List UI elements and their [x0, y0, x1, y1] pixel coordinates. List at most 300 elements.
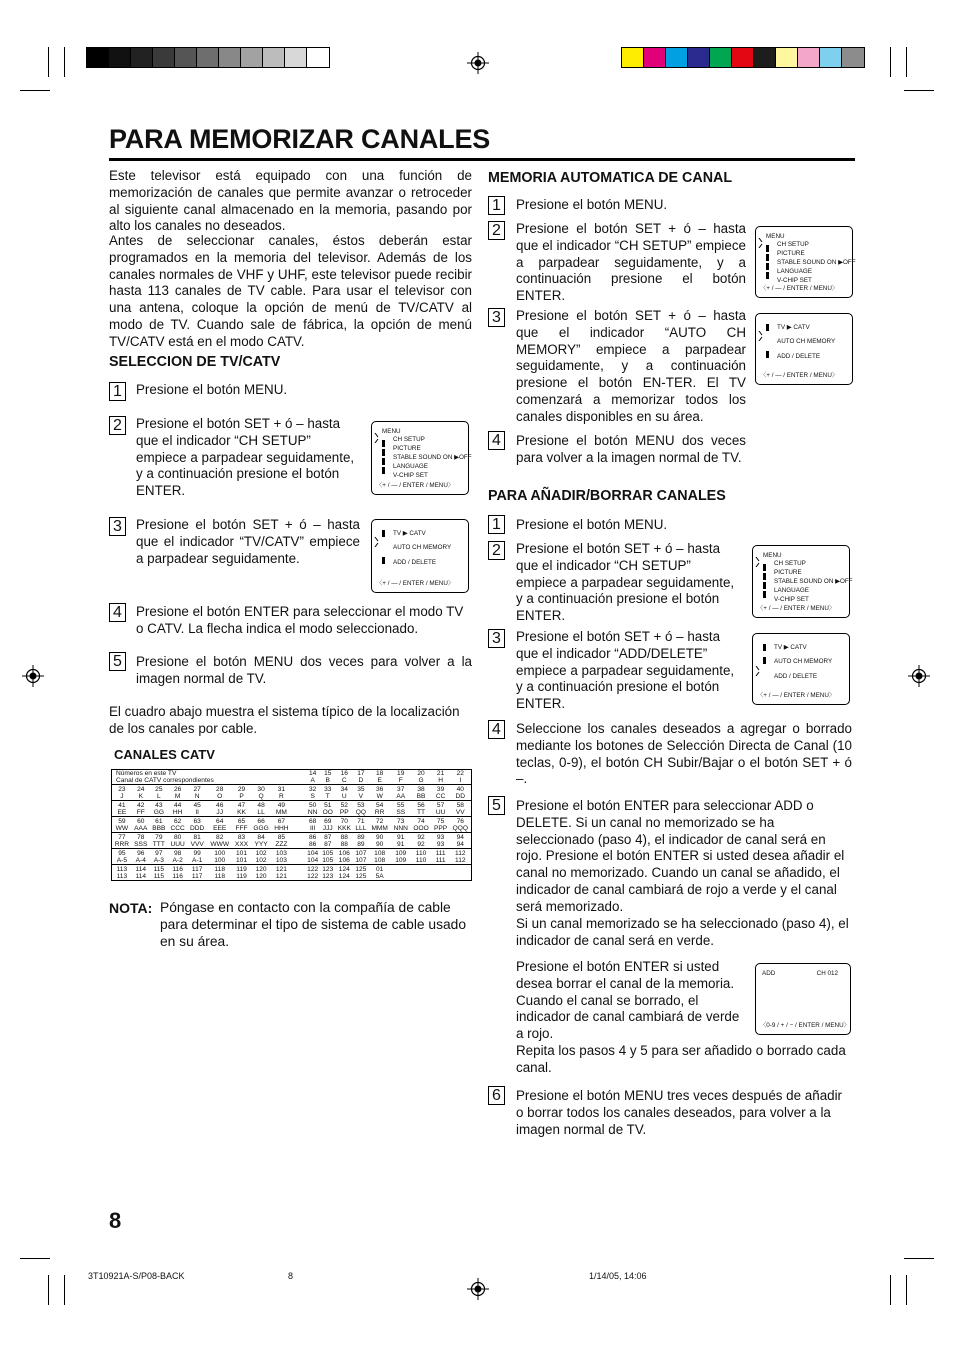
table-cell: GG	[153, 809, 164, 816]
table-cell: U	[341, 793, 347, 800]
table-cell: VVV	[190, 841, 204, 848]
menu-item: ADD / DELETE	[777, 353, 821, 360]
table-cell: 108	[368, 849, 391, 858]
step-number: 4	[488, 720, 505, 739]
table-row	[112, 801, 472, 810]
table-cell: 120	[255, 873, 267, 880]
table-cell: CC	[435, 793, 446, 800]
table-cell: 107	[355, 857, 367, 864]
table-cell: A	[310, 777, 315, 784]
table-cell: NNN	[393, 825, 408, 832]
table-cell: KKK	[337, 825, 351, 832]
menu-footer: 〈+ / — / ENTER / MENU〉	[760, 372, 839, 379]
menu-bar	[382, 557, 385, 564]
table-cell: 118	[207, 865, 233, 874]
table-cell: 105	[322, 857, 334, 864]
table-cell: 119	[236, 873, 247, 880]
nota-label: NOTA:	[109, 900, 153, 916]
menu-item: TV ▶ CATV	[777, 324, 810, 331]
table-cell: 109	[395, 857, 407, 864]
table-cell: MMM	[371, 825, 388, 832]
table-cell: RR	[374, 809, 385, 816]
menu-bar	[763, 657, 766, 664]
menu-top-label: MENU	[763, 552, 782, 559]
menu-item: LANGUAGE	[774, 587, 809, 594]
step-text: Presione el botón ENTER si usted desea borrar el canal de la memoria. Cuando el canal se borrado, el indicador de canal cambiará de verde a rojo.	[516, 959, 740, 1042]
table-cell: 75	[432, 817, 450, 826]
heading-seleccion-tv-catv: SELECCION DE TV/CATV	[109, 354, 281, 370]
menu-bar	[382, 449, 385, 456]
table-cell: 67	[272, 817, 292, 826]
table-row	[112, 793, 472, 801]
table-cell: 74	[411, 817, 432, 826]
table-cell: 121	[272, 865, 292, 874]
table-cell	[450, 865, 472, 874]
table-cell: 27	[187, 785, 207, 794]
table-cell: G	[418, 777, 424, 784]
table-cell: 121	[275, 873, 287, 880]
table-cell: 45	[187, 801, 207, 810]
step-text: Presione el botón SET + ó – hasta que el indicador “CH SETUP” empiece a parpadear seguidamente, y a continuación presione el botón ENTER.	[136, 416, 355, 499]
table-cell: 104	[307, 857, 319, 864]
menu-item: V-CHIP SET	[777, 277, 812, 284]
table-cell: 70	[335, 817, 353, 826]
menu-item: V-CHIP SET	[774, 596, 809, 603]
menu-bar	[382, 458, 385, 465]
table-cell: KK	[237, 809, 246, 816]
table-cell: TTT	[152, 841, 165, 848]
table-cell: 101	[236, 857, 248, 864]
table-cell: 92	[411, 833, 432, 842]
table-cell: 56	[411, 801, 432, 810]
table-cell	[450, 873, 472, 881]
table-cell: 15	[324, 770, 332, 777]
crop-mark	[64, 1275, 65, 1305]
table-cell: 122	[305, 865, 320, 874]
menu-item: V-CHIP SET	[393, 472, 428, 479]
table-cell: 41	[112, 801, 132, 810]
table-cell: Números en este TV	[116, 770, 177, 777]
table-cell: B	[325, 777, 330, 784]
color-swatch	[285, 48, 307, 67]
table-cell: 29	[233, 785, 251, 794]
table-cell: 81	[187, 833, 207, 842]
table-cell: 55	[391, 801, 411, 810]
table-cell: 38	[411, 785, 432, 794]
table-cell: 16	[340, 770, 348, 777]
table-cell: 30	[251, 785, 272, 794]
table-cell: 62	[168, 817, 188, 826]
table-cell: 84	[251, 833, 272, 842]
table-cell: 5A	[375, 873, 384, 880]
table-cell: FFF	[235, 825, 248, 832]
table-cell: 19	[397, 770, 405, 777]
table-cell	[391, 873, 411, 881]
table-cell: 100	[207, 849, 233, 858]
crop-mark	[906, 47, 907, 77]
table-cell: 20	[417, 770, 425, 777]
menu-item: STABLE SOUND ON ▶OFF	[393, 454, 472, 461]
nota-text: Póngase en contacto con la compañía de cable para determinar el tipo de sistema de cable usado en su área.	[160, 900, 467, 949]
table-row	[112, 770, 472, 778]
table-spacer	[291, 793, 305, 801]
color-swatch	[622, 48, 644, 67]
table-cell: PP	[339, 809, 349, 816]
table-cell: MM	[275, 809, 287, 816]
table-cell: 116	[168, 865, 188, 874]
menu-footer: 〈+ / — / ENTER / MENU〉	[376, 580, 455, 587]
crop-mark	[904, 90, 934, 91]
table-cell: WWW	[210, 841, 230, 848]
step-text: Presione el botón ENTER para seleccionar ADD o DELETE. Si un canal no memorizado se ha seleccionado (paso 4), el indicador de canal será en rojo. Presione el botón ENTER si usted desea añadir el canal no memorizado. Cuando un canal se añadido, el indicador de canal cambiará de rojo a verde y el canal será memorizado.	[516, 798, 845, 914]
table-cell: GGG	[253, 825, 269, 832]
table-cell: 114	[132, 865, 150, 874]
menu-item: CH SETUP	[393, 436, 425, 443]
crop-mark	[906, 1275, 907, 1305]
table-cell: I	[459, 777, 462, 784]
menu-item: PICTURE	[774, 569, 802, 576]
table-cell: 102	[255, 857, 267, 864]
table-cell: 48	[251, 801, 272, 810]
table-cell: 95	[112, 849, 132, 858]
step-number: 4	[109, 603, 126, 622]
crop-mark	[20, 1258, 50, 1259]
color-swatch	[87, 48, 109, 67]
step-text: Presione el botón MENU dos veces para volver a la imagen normal de TV.	[136, 654, 472, 686]
menu-bar	[766, 324, 769, 331]
table-cell: 23	[112, 785, 132, 794]
table-row	[112, 777, 472, 785]
table-cell: WW	[115, 825, 129, 832]
menu-footer: 〈+ / — / ENTER / MENU〉	[376, 482, 455, 489]
table-cell: 123	[320, 865, 335, 874]
step-number: 3	[488, 308, 505, 327]
table-row	[112, 825, 472, 833]
table-row	[112, 785, 472, 794]
table-cell: 104	[305, 849, 320, 858]
table-cell: HH	[172, 809, 183, 816]
table-cell: 117	[191, 873, 203, 880]
table-cell	[432, 865, 450, 874]
step-number: 5	[488, 796, 505, 815]
table-cell: 32	[305, 785, 320, 794]
table-cell: 34	[335, 785, 353, 794]
step-text: Presione el botón ENTER para seleccionar el modo TV o CATV. La flecha indica el modo seleccionado.	[136, 604, 464, 636]
table-spacer	[291, 825, 305, 833]
menu-screen-ch-setup	[371, 519, 469, 593]
color-swatch	[776, 48, 798, 67]
color-swatch	[644, 48, 666, 67]
table-cell: 18	[376, 770, 384, 777]
table-cell: J	[120, 793, 124, 800]
menu-bar	[763, 582, 766, 589]
table-cell: 77	[112, 833, 132, 842]
catv-intro: El cuadro abajo muestra el sistema típico de la localización de los canales por cable.	[109, 704, 460, 736]
table-cell: 112	[450, 849, 472, 858]
table-cell: 52	[335, 801, 353, 810]
table-cell: YYY	[254, 841, 268, 848]
table-cell: 94	[450, 833, 472, 842]
menu-item: ADD / DELETE	[393, 559, 437, 566]
table-cell: 65	[233, 817, 251, 826]
table-spacer	[291, 873, 305, 881]
table-cell: D	[358, 777, 364, 784]
table-cell: 43	[150, 801, 168, 810]
table-cell: 103	[272, 849, 292, 858]
table-cell: 107	[353, 849, 368, 858]
table-cell: 116	[172, 873, 183, 880]
table-cell: 68	[305, 817, 320, 826]
menu-screen-main	[752, 545, 853, 618]
registration-mark-icon	[467, 52, 489, 74]
table-cell: 46	[207, 801, 233, 810]
menu-item: LANGUAGE	[393, 463, 428, 470]
table-cell: W	[376, 793, 383, 800]
table-cell: 47	[233, 801, 251, 810]
table-spacer	[291, 785, 305, 794]
table-spacer	[291, 817, 305, 826]
table-cell: 53	[353, 801, 368, 810]
table-cell: RRR	[114, 841, 130, 848]
table-cell: 123	[322, 873, 334, 880]
heading-canales-catv: CANALES CATV	[114, 747, 215, 762]
table-spacer	[291, 841, 305, 849]
color-swatch	[263, 48, 285, 67]
table-cell: 86	[309, 841, 317, 848]
table-cell: 113	[112, 865, 132, 874]
step-number: 1	[488, 196, 505, 215]
table-cell: 85	[272, 833, 292, 842]
table-cell: E	[377, 777, 382, 784]
step-text: Repita los pasos 4 y 5 para ser añadido o borrado cada canal.	[516, 1043, 846, 1075]
color-swatch	[798, 48, 820, 67]
table-cell: 17	[357, 770, 365, 777]
table-cell: QQ	[355, 809, 366, 816]
table-cell: 105	[320, 849, 335, 858]
table-cell: DD	[455, 793, 466, 800]
table-cell: 22	[456, 770, 464, 777]
menu-item: CH SETUP	[777, 241, 809, 248]
table-cell	[411, 865, 432, 874]
table-cell: 114	[135, 873, 147, 880]
table-row	[112, 857, 472, 865]
menu-bar	[763, 564, 766, 571]
table-spacer	[291, 801, 305, 810]
table-cell: 111	[435, 857, 446, 864]
table-cell: UUU	[170, 841, 185, 848]
step-text: Presione el botón MENU tres veces después de añadir o borrar todos los canales deseados, para volver a la imagen normal de TV.	[516, 1088, 843, 1137]
table-cell: 21	[436, 770, 445, 777]
table-cell: FF	[136, 809, 145, 816]
table-cell: O	[217, 793, 223, 800]
color-swatch	[732, 48, 754, 67]
title-rule	[109, 158, 855, 161]
crop-mark	[890, 47, 891, 77]
table-cell: 119	[233, 865, 251, 874]
table-cell: UU	[435, 809, 446, 816]
table-cell: 86	[305, 833, 320, 842]
table-cell: 117	[187, 865, 207, 874]
table-cell: A-4	[135, 857, 146, 864]
table-cell: 125	[353, 865, 368, 874]
table-cell: EE	[117, 809, 127, 816]
color-swatch	[219, 48, 241, 67]
menu-top-label: MENU	[766, 233, 785, 240]
menu-bar	[766, 245, 769, 252]
intro-paragraph-1: Este televisor está equipado con una función de memorización de canales que permite avanzar o retroceder al siguiente canal almacenado en la memoria, pasando por alto los canales no deseados.	[109, 168, 472, 234]
catv-channel-table	[111, 769, 472, 881]
step-text: Presione el botón SET + ó – hasta que el indicador “CH SETUP” empiece a parpadear seguidamente, y a continuación presione el botón ENTER.	[516, 221, 746, 304]
table-cell: 76	[450, 817, 472, 826]
step-text: Presione el botón MENU.	[516, 517, 668, 532]
crop-mark	[890, 1275, 891, 1305]
table-cell: 97	[150, 849, 168, 858]
menu-bar	[763, 591, 766, 598]
menu-top-label: MENU	[382, 428, 401, 435]
table-row	[112, 817, 472, 826]
table-cell: 51	[320, 801, 335, 810]
table-spacer	[291, 857, 305, 865]
menu-item: AUTO CH MEMORY	[393, 544, 452, 551]
table-cell: K	[138, 793, 143, 800]
menu-footer: 〈0-9 / + / − / ENTER / MENU〉	[760, 1022, 850, 1029]
color-swatch	[754, 48, 776, 67]
blink-cursor-icon	[755, 666, 769, 676]
table-cell: P	[239, 793, 244, 800]
step-number: 5	[109, 652, 126, 671]
table-cell: 58	[450, 801, 472, 810]
step-text: Presione el botón SET + ó – hasta que el indicador “TV/CATV” empiece a parpadear seguidamente.	[136, 517, 360, 566]
menu-footer: 〈+ / — / ENTER / MENU〉	[757, 692, 836, 699]
table-cell: NN	[307, 809, 318, 816]
step-number: 2	[488, 541, 505, 560]
menu-bar	[766, 254, 769, 261]
table-cell: 14	[309, 770, 317, 777]
menu-item: CH SETUP	[774, 560, 806, 567]
table-cell: 59	[112, 817, 132, 826]
table-cell: JJJ	[322, 825, 333, 832]
color-swatch	[241, 48, 263, 67]
table-cell: CCC	[170, 825, 185, 832]
table-cell: 80	[168, 833, 188, 842]
table-cell: R	[279, 793, 284, 800]
menu-bar	[766, 272, 769, 279]
footer-page: 8	[288, 1271, 294, 1281]
table-spacer	[291, 833, 305, 842]
table-cell: SS	[396, 809, 406, 816]
table-cell: Canal de CATV correspondientes	[116, 777, 214, 784]
page-title: PARA MEMORIZAR CANALES	[109, 124, 491, 154]
table-cell: 61	[150, 817, 168, 826]
color-swatch	[710, 48, 732, 67]
menu-footer: 〈+ / — / ENTER / MENU〉	[757, 605, 836, 612]
table-cell: 28	[207, 785, 233, 794]
menu-bar	[766, 263, 769, 270]
step-number: 4	[488, 431, 505, 450]
registration-mark-icon	[908, 665, 930, 687]
table-cell: 102	[251, 849, 272, 858]
table-cell: II	[195, 809, 200, 816]
step-text: Presione el botón MENU.	[136, 382, 288, 397]
table-cell: F	[398, 777, 403, 784]
color-swatch	[109, 48, 131, 67]
step-text: Presione el botón MENU dos veces para volver a la imagen normal de TV.	[516, 433, 746, 465]
table-cell: 31	[272, 785, 292, 794]
table-cell: 83	[233, 833, 251, 842]
table-cell: 71	[353, 817, 368, 826]
table-row	[112, 849, 472, 858]
color-swatch	[820, 48, 842, 67]
blink-cursor-icon	[755, 557, 769, 567]
blink-cursor-icon	[374, 537, 388, 547]
table-cell: 96	[132, 849, 150, 858]
table-cell: 115	[153, 873, 165, 880]
table-cell: 89	[357, 841, 365, 848]
page-number: 8	[109, 1208, 122, 1233]
menu-item: ADD / DELETE	[774, 673, 818, 680]
menu-item: LANGUAGE	[777, 268, 812, 275]
table-cell: 88	[335, 833, 353, 842]
menu-bar	[766, 351, 769, 358]
menu-bar	[382, 440, 385, 447]
table-cell: JJ	[216, 809, 224, 816]
table-cell: DDD	[190, 825, 205, 832]
menu-footer: 〈+ / — / ENTER / MENU〉	[760, 285, 839, 292]
table-cell: C	[341, 777, 347, 784]
table-cell: 112	[455, 857, 466, 864]
channel-label: CH 012	[816, 970, 838, 977]
table-cell: 91	[391, 833, 411, 842]
registration-mark-icon	[22, 665, 44, 687]
table-cell: S	[310, 793, 315, 800]
color-swatch	[197, 48, 219, 67]
table-cell: 113	[116, 873, 128, 880]
table-cell: 87	[320, 833, 335, 842]
menu-item: AUTO CH MEMORY	[774, 658, 833, 665]
table-cell: 60	[132, 817, 150, 826]
table-spacer	[291, 865, 305, 874]
color-swatch	[666, 48, 688, 67]
blink-cursor-icon	[758, 238, 772, 248]
step-number: 6	[488, 1086, 505, 1105]
menu-item: AUTO CH MEMORY	[777, 338, 836, 345]
table-cell: Q	[258, 793, 264, 800]
crop-mark	[20, 90, 50, 91]
table-cell: EEE	[213, 825, 227, 832]
table-cell: AA	[396, 793, 406, 800]
table-cell: 35	[353, 785, 368, 794]
menu-screen-add	[755, 963, 851, 1035]
color-swatch	[131, 48, 153, 67]
footer-file: 3T10921A-S/P08-BACK	[88, 1271, 185, 1281]
color-swatch	[842, 48, 864, 67]
table-cell: 37	[391, 785, 411, 794]
color-swatch	[175, 48, 197, 67]
table-cell: A-2	[172, 857, 183, 864]
table-cell: 124	[338, 873, 350, 880]
table-cell: 122	[307, 873, 319, 880]
table-cell: 88	[340, 841, 348, 848]
table-cell: 63	[187, 817, 207, 826]
table-cell: OO	[322, 809, 333, 816]
table-cell: 42	[132, 801, 150, 810]
table-cell: 110	[415, 857, 427, 864]
menu-item: PICTURE	[393, 445, 421, 452]
color-swatch	[688, 48, 710, 67]
registration-mark-icon	[467, 1278, 489, 1300]
table-cell: 115	[150, 865, 168, 874]
menu-screen-main	[755, 226, 856, 298]
